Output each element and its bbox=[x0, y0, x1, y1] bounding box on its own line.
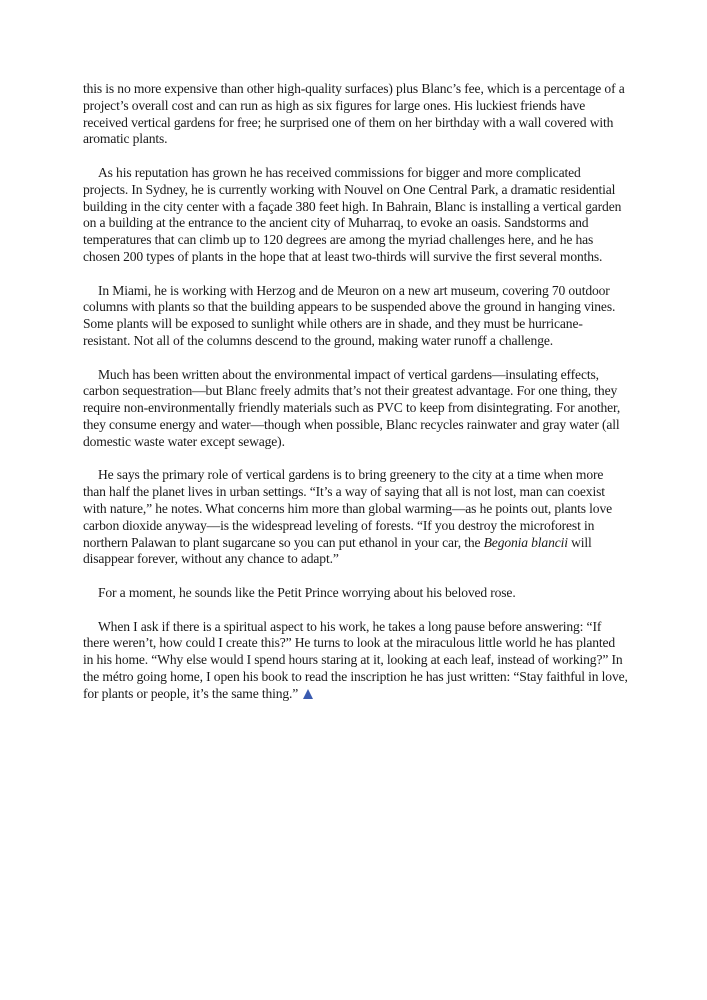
blue-triangle-end-mark-icon bbox=[303, 689, 313, 699]
paragraph-commissions: As his reputation has grown he has received commissions for bigger and more complicated projects. In Sydney, he is currently working with Nouvel on One Central Park, a dramatic residential building in the city center with a façade 380 feet high. In Bahrain, Blanc is installing a vertical garden on a building at the entrance to the ancient city of Muharraq, to evoke an oasis. Sandstorms and temperatures that can climb up to 120 degrees are among the myriad challenges here, and he has chosen 200 types of plants in the hope that at least two-thirds will survive the first several months. bbox=[83, 164, 622, 264]
paragraph-spiritual-text: When I ask if there is a spiritual aspect to his work, he takes a long pause before answering: “If there weren’t, how could I create this?” He turns to look at the miraculous little world he has planted in his home. “Why else would I spend hours staring at it, looking at each leaf, instead of working?” In the métro going home, I open his book to read the inscription he has just written: “Stay faithful in love, for plants or people, it’s the same thing.” bbox=[83, 618, 628, 701]
paragraph-miami: In Miami, he is working with Herzog and de Meuron on a new art museum, covering 70 outdoor columns with plants so that the building appears to be suspended above the ground in hanging vines. Some plants will be exposed to sunlight while others are in shade, and they must be hurricane-resistant. Not all of the columns descend to the ground, making water runoff a challenge. bbox=[83, 282, 616, 348]
paragraph-greenery-role bbox=[83, 467, 628, 568]
paragraph-greenery-text-before: He says the primary role of vertical gardens is to bring greenery to the city at a time when more than half the planet lives in urban settings. “It’s a way of saying that all is not lost, man can coexist with nature,” he notes. What concerns him more than global warming—as he points out, plants love carbon dioxide anyway—is the widespread leveling of forests. “If you destroy the microforest in northern Palawan to plant sugarcane so you can put ethanol in your car, the bbox=[83, 467, 612, 550]
paragraph-environmental-impact: Much has been written about the environmental impact of vertical gardens—insulating effects, carbon sequestration—but Blanc freely admits that’s not their greatest advantage. For one thing, they require non-environmentally friendly materials such as PVC to keep from disintegrating. For another, they consume energy and water—though when possible, Blanc recycles rainwater and gray water (all domestic waste water except sewage). bbox=[83, 366, 621, 449]
article-body bbox=[83, 81, 628, 719]
paragraph-spiritual bbox=[83, 619, 628, 703]
species-name-italic: Begonia blancii bbox=[483, 534, 568, 550]
paragraph-greenery-text-after: will disappear forever, without any chance to adapt.” bbox=[83, 534, 592, 567]
paragraph-fee: this is no more expensive than other high-quality surfaces) plus Blanc’s fee, which is a percentage of a project’s overall cost and can run as high as six figures for large ones. His luckiest friends have received vertical gardens for free; he surprised one of them on her birthday with a wall covered with aromatic plants. bbox=[83, 81, 625, 147]
paragraph-petit-prince: For a moment, he sounds like the Petit Prince worrying about his beloved rose. bbox=[98, 584, 516, 600]
